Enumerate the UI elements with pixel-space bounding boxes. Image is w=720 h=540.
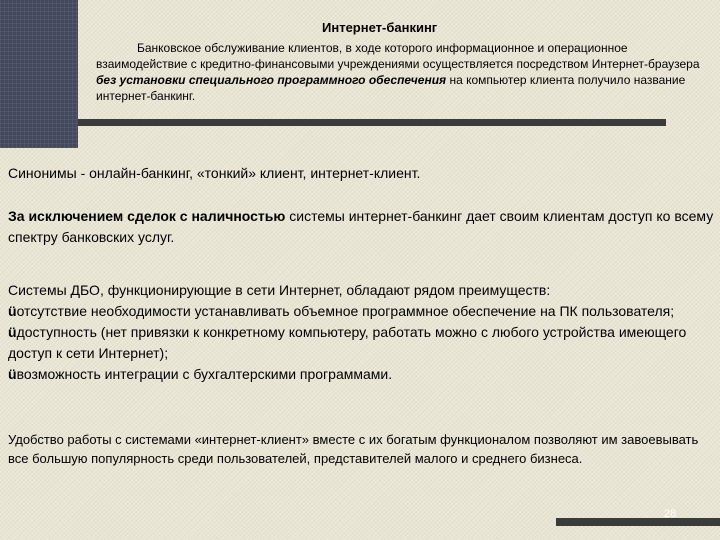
synonyms-paragraph: Синонимы - онлайн-банкинг, «тонкий» клиент, интернет-клиент. <box>8 165 421 181</box>
exception-paragraph <box>8 206 714 248</box>
intro-text-part1: Банковское обслуживание клиентов, в ходе которого информационное и операционное взаимодействие с кредитно-финансовыми учреждениями осуществляется посредством Интернет-браузера <box>96 41 700 71</box>
advantage-item-text: возможность интеграции с бухгалтерскими программами. <box>16 366 393 382</box>
decorative-side-block <box>0 0 78 148</box>
page-number: 28 <box>664 508 677 520</box>
advantages-section <box>8 280 714 385</box>
advantage-item <box>8 364 714 385</box>
slide-title: Интернет-банкинг <box>322 20 438 35</box>
exception-rest: системы интернет-банкинг дает своим клиентам доступ ко всему спектру банковских услуг. <box>8 208 714 245</box>
advantage-item <box>8 322 714 364</box>
intro-text-part2: на компьютер клиента получило название интернет-банкинг. <box>96 73 686 103</box>
check-mark-icon: ü <box>8 366 17 382</box>
title-divider-rule <box>78 119 666 126</box>
check-mark-icon: ü <box>8 303 17 319</box>
exception-lead: За исключением сделок с наличностью <box>8 208 286 224</box>
check-mark-icon: ü <box>8 324 17 340</box>
convenience-paragraph: Удобство работы с системами «интернет-клиент» вместе с их богатым функционалом позволяют им завоевывать все большую популярность среди пользователей, представителей малого и среднего бизнеса. <box>8 432 699 466</box>
intro-definition <box>96 40 711 104</box>
advantages-intro: Системы ДБО, функционирующие в сети Интернет, обладают рядом преимуществ: <box>8 282 551 298</box>
advantage-item <box>8 301 714 322</box>
advantage-item-text: доступность (нет привязки к конкретному компьютеру, работать можно с любого устройства имеющего доступ к сети Интернет); <box>8 324 687 361</box>
advantage-item-text: отсутствие необходимости устанавливать объемное программное обеспечение на ПК пользователя; <box>16 303 675 319</box>
intro-emphasis: без установки специального программного обеспечения <box>96 73 447 87</box>
footer-divider-rule <box>556 518 720 526</box>
